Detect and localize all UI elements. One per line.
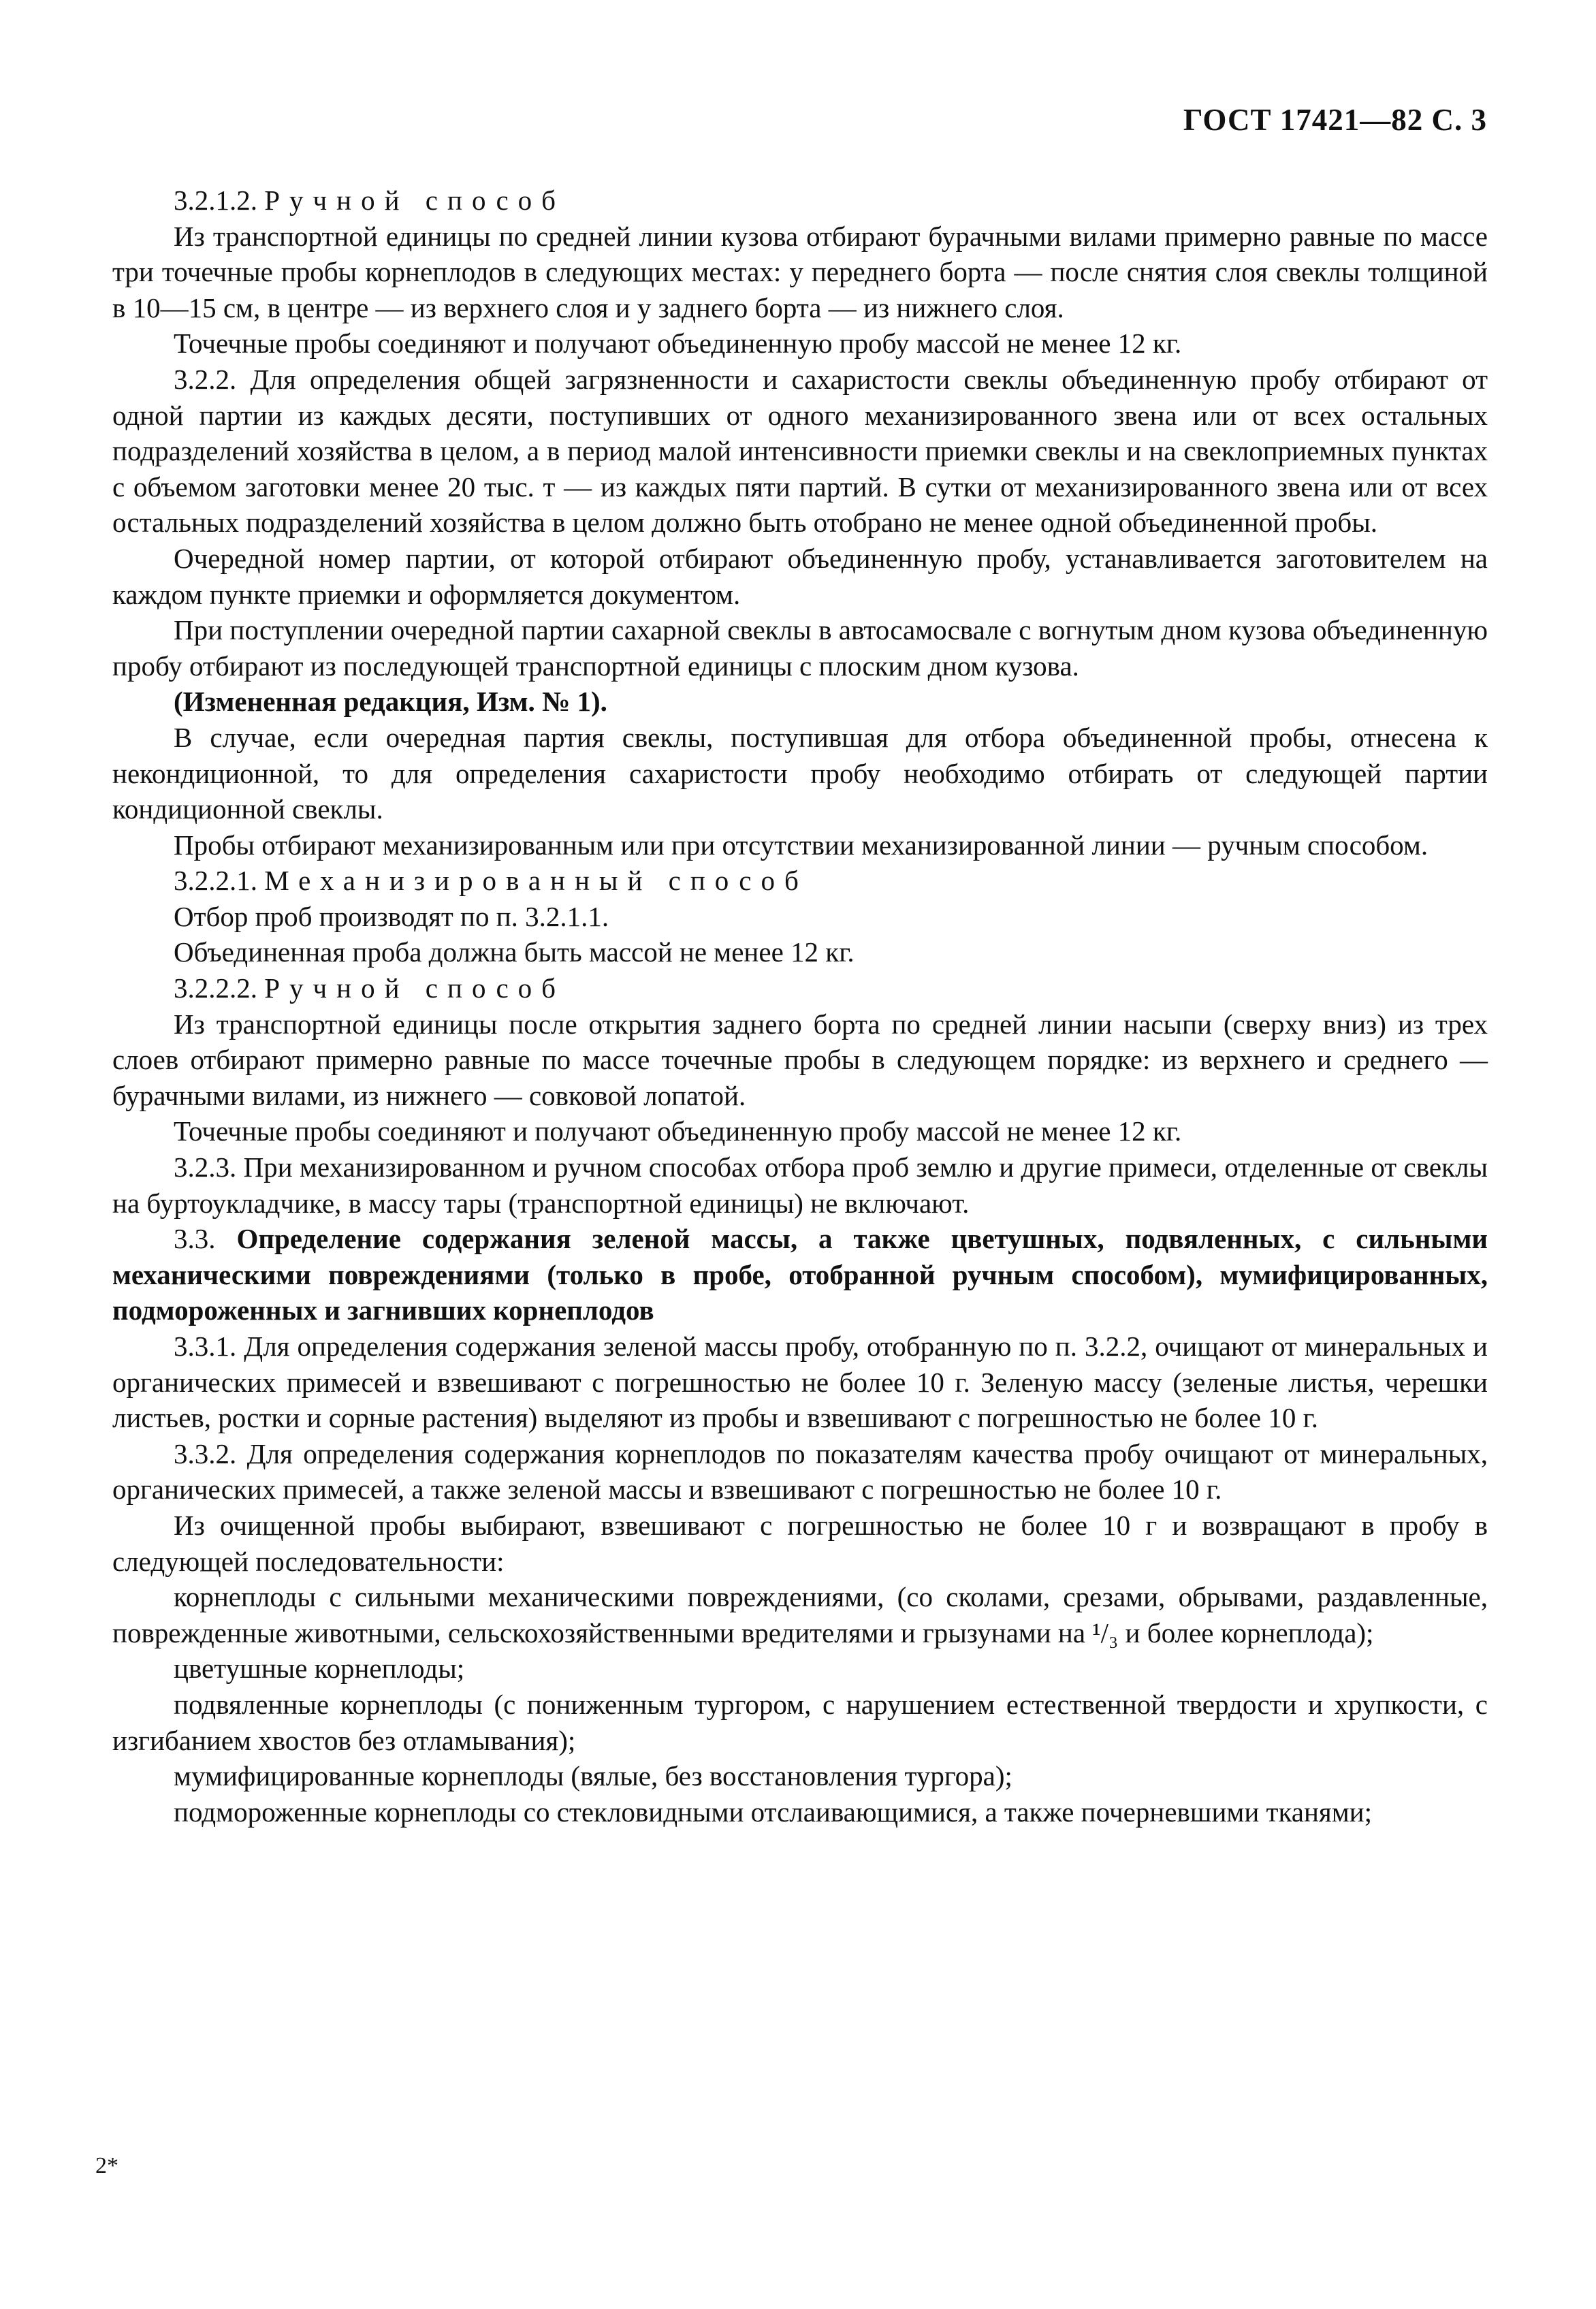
clause-number: 3.3. — [174, 1223, 216, 1255]
clause-heading: Ручной способ — [264, 972, 566, 1004]
section-heading-3-3 — [112, 1221, 1488, 1328]
signature-mark: 2* — [95, 2153, 118, 2178]
clause-heading: Ручной способ — [264, 185, 566, 216]
clause-number: 3.2.2.2. — [174, 972, 257, 1004]
page-header: ГОСТ 17421—82 С. 3 — [1183, 103, 1487, 137]
list-item: подмороженные корнеплоды со стекловидными отслаивающимися, а также почерневшими тканями; — [174, 1796, 1373, 1828]
list-item: цветушные корнеплоды; — [174, 1653, 465, 1685]
paragraph: Отбор проб производят по п. 3.2.1.1. — [174, 900, 609, 932]
subsection-heading-3-2-2-1 — [112, 863, 1488, 899]
amendment-note: (Измененная редакция, Изм. № 1). — [174, 686, 607, 718]
paragraph: Из очищенной пробы выбирают, взвешивают с погрешностью не более 10 г и возвращают в пробу в следующей последовательности: — [112, 1509, 1488, 1577]
clause-number: 3.2.1.2. — [174, 185, 257, 216]
subsection-heading-3-2-1-2 — [112, 182, 1488, 219]
list-item: мумифицированные корнеплоды (вялые, без восстановления тургора); — [174, 1760, 1012, 1792]
subsection-heading-3-2-2-2 — [112, 970, 1488, 1006]
paragraph: 3.3.1. Для определения содержания зеленой массы пробу, отобранную по п. 3.2.2, очищают от минеральных и органических примесей и взвешивают с погрешностью не более 10 г. Зеленую массу (зеленые листья, черешки листьев, ростки и сорные растения) выделяют из пробы и взвешивают с погрешностью не более 10 г. — [112, 1331, 1488, 1434]
paragraph: 3.2.2. Для определения общей загрязненности и сахаристости свеклы объединенную пробу отбирают от одной партии из каждых десяти, поступивших от одного механизированного звена или от всех остальных подразделений хозяйства в целом, а в период малой интенсивности приемки свеклы и на свеклоприемных пунктах с объемом заготовки менее 20 тыс. т — из каждых пяти партий. В сутки от механизированного звена или от всех остальных подразделений хозяйства в целом должно быть отобрано не менее одной объединенной пробы. — [112, 363, 1488, 539]
paragraph: При поступлении очередной партии сахарной свеклы в автосамосвале с вогнутым дном кузова объединенную пробу отбирают из последующей транспортной единицы с плоским дном кузова. — [112, 614, 1488, 682]
clause-heading: Механизированный способ — [264, 865, 808, 897]
paragraph: В случае, если очередная партия свеклы, поступившая для отбора объединенной пробы, отнесена к некондиционной, то для определения сахаристости пробу необходимо отбирать от следующей партии кондиционной свеклы. — [112, 721, 1488, 825]
paragraph: Из транспортной единицы по средней линии кузова отбирают бурачными вилами примерно равные по массе три точечные пробы корнеплодов в следующих местах: у переднего борта — после снятия слоя свеклы толщиной в 10—15 см, в центре — из верхнего слоя и у заднего борта — из нижнего слоя. — [112, 220, 1488, 323]
paragraph: Очередной номер партии, от которой отбирают объединенную пробу, устанавливается заготовителем на каждом пункте приемки и оформляется документом. — [112, 542, 1488, 610]
document-body — [112, 182, 1488, 1830]
paragraph: Точечные пробы соединяют и получают объединенную пробу массой не менее 12 кг. — [174, 1115, 1182, 1147]
list-item: корнеплоды с сильными механическими повреждениями, (со сколами, срезами, обрывами, раздавленные, поврежденные животными, сельскохозяйственными вредителями и грызунами на ¹/₃ и более корнеплода); — [112, 1581, 1488, 1649]
paragraph: Объединенная проба должна быть массой не менее 12 кг. — [174, 936, 855, 968]
paragraph: 3.3.2. Для определения содержания корнеплодов по показателям качества пробу очищают от минеральных, органических примесей, а также зеленой массы и взвешивают с погрешностью не более 10 г. — [112, 1437, 1488, 1506]
clause-heading: Определение содержания зеленой массы, а также цветушных, подвяленных, с сильными механическими повреждениями (только в пробе, отобранной ручным способом), мумифицированных, подмороженных и загнивших корнеплодов — [112, 1223, 1488, 1326]
paragraph: Из транспортной единицы после открытия заднего борта по средней линии насыпи (сверху вниз) из трех слоев отбирают примерно равные по массе точечные пробы в следующем порядке: из верхнего и среднего — бурачными вилами, из нижнего — совковой лопатой. — [112, 1008, 1488, 1111]
clause-number: 3.2.2.1. — [174, 865, 257, 897]
paragraph: 3.2.3. При механизированном и ручном способах отбора проб землю и другие примеси, отделенные от свеклы на буртоукладчике, в массу тары (транспортной единицы) не включают. — [112, 1151, 1488, 1219]
paragraph: Пробы отбирают механизированным или при отсутствии механизированной линии — ручным способом. — [174, 829, 1429, 861]
paragraph: Точечные пробы соединяют и получают объединенную пробу массой не менее 12 кг. — [174, 328, 1182, 360]
list-item: подвяленные корнеплоды (с пониженным тургором, с нарушением естественной твердости и хрупкости, с изгибанием хвостов без отламывания); — [112, 1688, 1488, 1756]
